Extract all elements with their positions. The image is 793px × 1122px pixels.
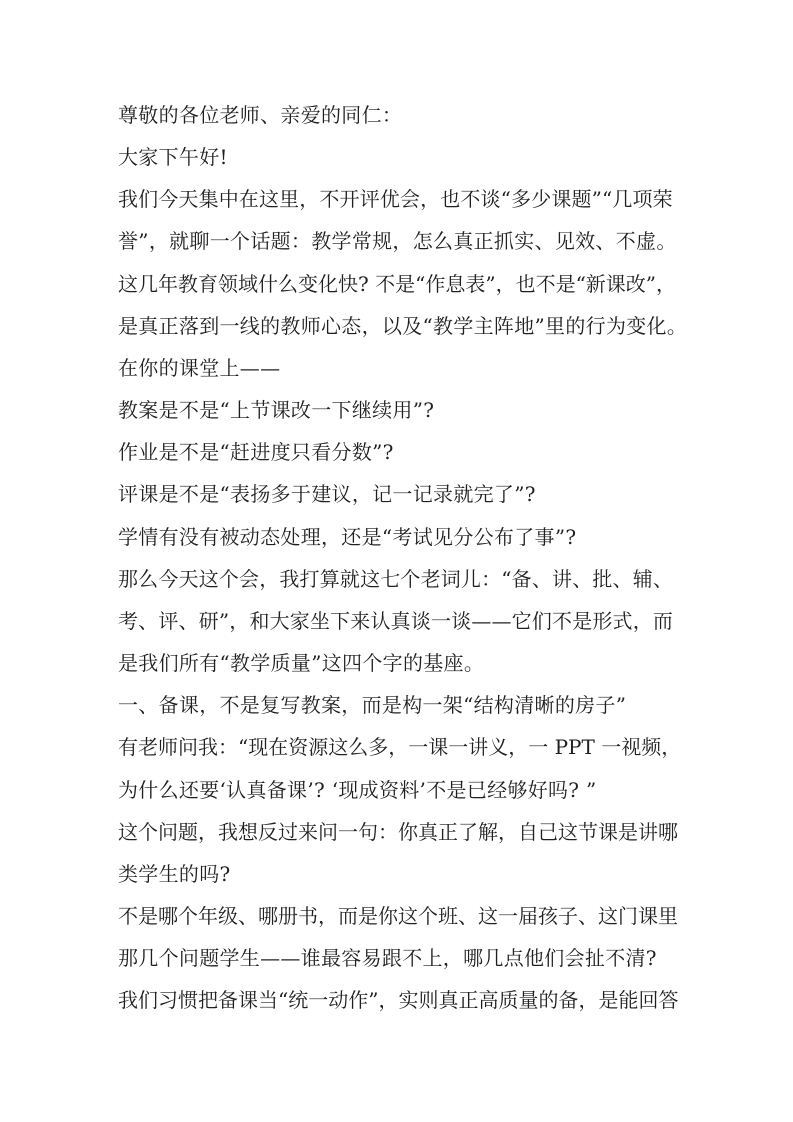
- text-line: 教案是不是“上节课改一下继续用”?: [118, 398, 435, 423]
- text-line: 类学生的吗?: [118, 861, 231, 886]
- text-line: 大家下午好!: [118, 145, 228, 170]
- text-line: 有 老 师 问 我 ： “ 现 在 资 源 这 么 多 ， 一 课 一 讲 义 ， 一 PPT 一 视 频 ，: [118, 735, 682, 760]
- text-line: 在你的课堂上——: [118, 355, 281, 380]
- text-line: 不 是 哪 个 年 级 、 哪 册 书 ， 而 是 你 这 个 班 、 这 一 届 孩 子 、 这 门 课 里: [118, 903, 678, 928]
- text-line: 学情有没有被动态处理，还是“考试见分公布了事”?: [118, 524, 577, 549]
- text-line: 考 、 评 、 研 ” ， 和 大 家 坐 下 来 认 真 谈 一 谈 — — 它 们 不 是 形 式 ， 而: [118, 608, 673, 633]
- text-line: 我 们 今 天 集 中 在 这 里 ， 不 开 评 优 会 ， 也 不 谈 “ 多 少 课 题 ” “ 几 项 荣: [118, 187, 673, 212]
- text-line: 尊敬的各位老师、亲爱的同仁：: [118, 103, 403, 127]
- text-line: 那 么 今 天 这 个 会 ， 我 打 算 就 这 七 个 老 词 儿 ： “ 备 、 讲 、 批 、 辅 、: [118, 566, 673, 591]
- text-line: 誉”，就聊一个话题：教学常规，怎么真正抓实、见效、不虚。: [118, 229, 677, 254]
- text-line: 那几个问题学生——谁最容易跟不上，哪几点他们会扯不清?: [118, 946, 657, 971]
- text-line: 这 个 问 题 ， 我 想 反 过 来 问 一 句 ： 你 真 正 了 解 ， 自 己 这 节 课 是 讲 哪: [118, 819, 678, 844]
- text-line: 是真正落到一线的教师心态，以及“教学主阵地”里的行为变化。: [118, 313, 688, 338]
- text-line: 我 们 习 惯 把 备 课 当 “ 统 一 动 作 ” ， 实 则 真 正 高 质 量 的 备 ， 是 能 回 答: [118, 988, 679, 1013]
- document-body: [118, 94, 688, 1021]
- text-line: 评课是不是“表扬多于建议，记一记录就完了”?: [118, 482, 536, 507]
- text-line: 一、备课，不是复写教案，而是构一架“结构清晰的房子”: [118, 693, 627, 718]
- text-line: 这 几 年 教 育 领 域 什 么 变 化 快 ? 不 是 “ 作 息 表 ” ， 也 不 是 “ 新 课 改 ” ，: [118, 271, 677, 296]
- text-line: 是我们所有“教学质量”这四个字的基座。: [118, 651, 485, 676]
- text-line: 作业是不是“赶进度只看分数”?: [118, 440, 394, 465]
- text-line: 为什么还要‘认真备课’? ‘现成资料’不是已经够好吗? ”: [118, 777, 597, 802]
